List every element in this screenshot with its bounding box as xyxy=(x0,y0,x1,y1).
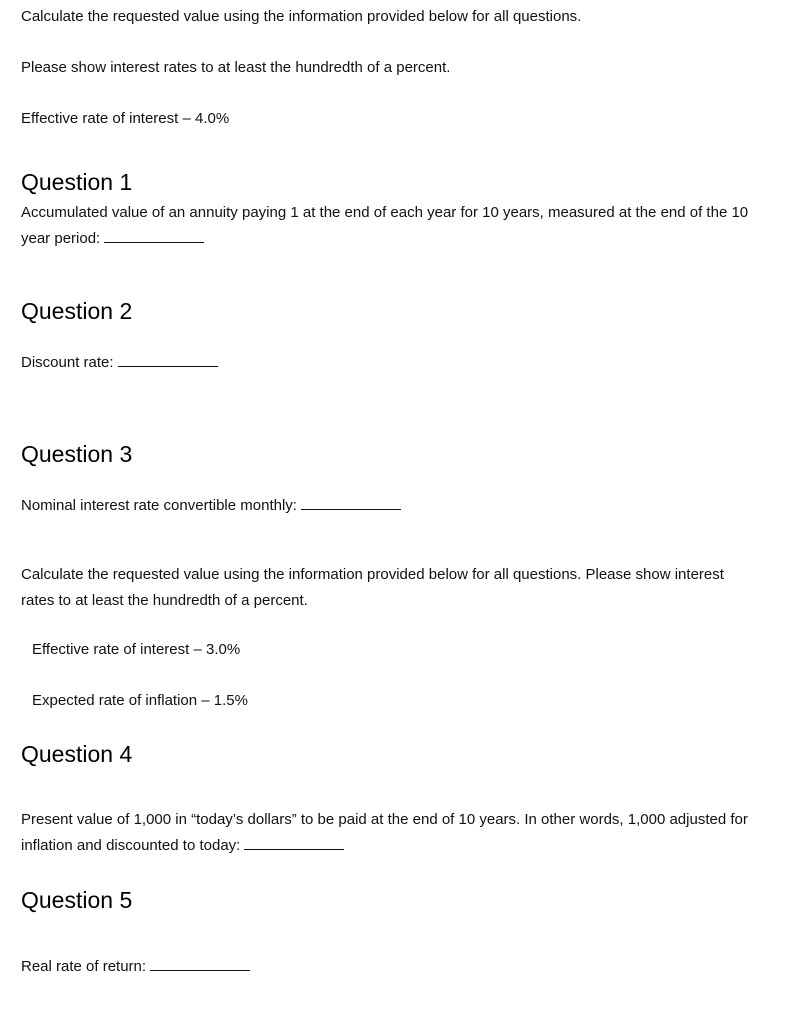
question-4-body xyxy=(21,807,781,858)
question-5-prompt: Real rate of return: xyxy=(21,958,147,975)
question-5-answer-blank[interactable] xyxy=(150,956,250,971)
question-4-prompt: Present value of 1,000 in “today’s dollars” to be paid at the end of 10 years. In other words, 1,000 adjusted for inflation and discounted to today: xyxy=(21,811,748,854)
question-4-answer-blank[interactable] xyxy=(244,835,344,850)
question-4-heading: Question 4 xyxy=(21,741,133,767)
question-5-heading: Question 5 xyxy=(21,887,133,913)
question-2-body xyxy=(21,350,218,375)
effective-rate-4: Effective rate of interest – 4.0% xyxy=(21,110,230,127)
question-2-answer-blank[interactable] xyxy=(118,352,218,367)
question-1-body xyxy=(21,200,781,251)
question-2-heading: Question 2 xyxy=(21,298,133,324)
section-2-instruction: Calculate the requested value using the information provided below for all questions. Please show interest rates to at least the hundredth of a percent. xyxy=(21,566,724,609)
question-1-prompt: Accumulated value of an annuity paying 1 at the end of each year for 10 years, measured at the end of the 10 year period: xyxy=(21,204,749,247)
intro-instruction: Calculate the requested value using the information provided below for all questions. xyxy=(21,8,582,25)
question-3-prompt: Nominal interest rate convertible monthly: xyxy=(21,497,297,514)
question-3-body xyxy=(21,493,401,518)
question-5-body xyxy=(21,954,250,979)
question-2-prompt: Discount rate: xyxy=(21,354,114,371)
effective-rate-3: Effective rate of interest – 3.0% xyxy=(32,641,241,658)
precision-note: Please show interest rates to at least the hundredth of a percent. xyxy=(21,59,451,76)
inflation-rate: Expected rate of inflation – 1.5% xyxy=(32,692,248,709)
question-1-heading: Question 1 xyxy=(21,169,133,195)
question-3-answer-blank[interactable] xyxy=(301,495,401,510)
question-3-heading: Question 3 xyxy=(21,441,133,467)
question-1-answer-blank[interactable] xyxy=(104,228,204,243)
